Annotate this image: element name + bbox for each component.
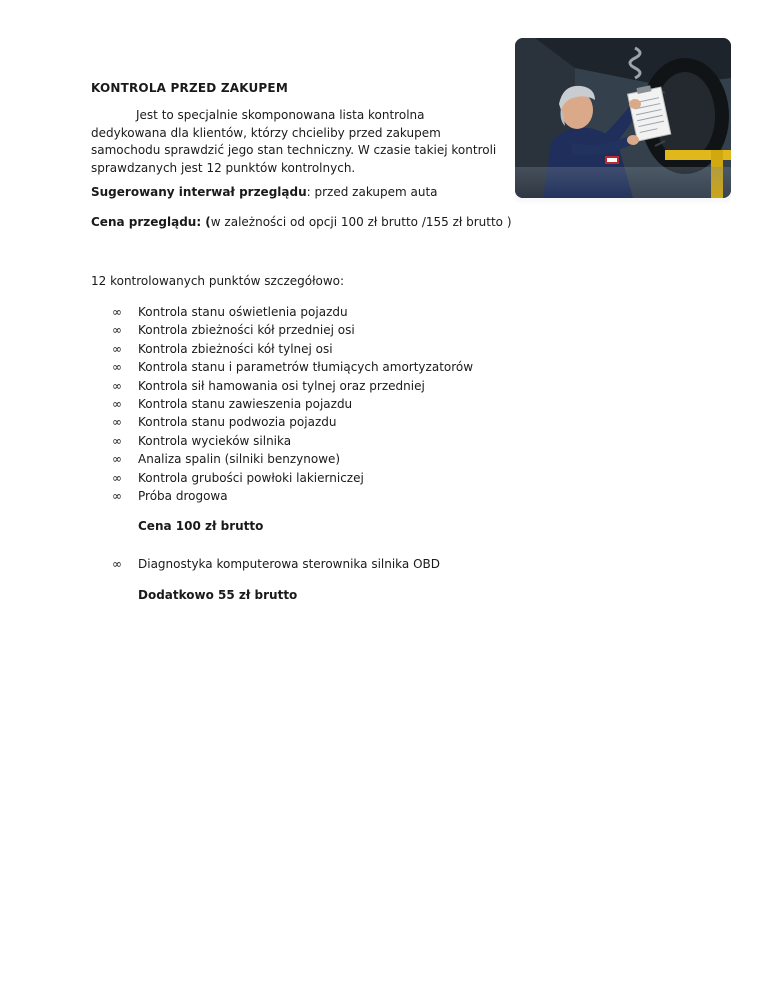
list-item-label: Kontrola stanu i parametrów tłumiących amortyzatorów — [138, 360, 474, 375]
list-item-label: Kontrola stanu podwozia pojazdu — [138, 415, 337, 430]
infinity-bullet-icon: ∞ — [112, 396, 122, 411]
infinity-bullet-icon: ∞ — [112, 488, 122, 503]
list-item-label: Kontrola stanu oświetlenia pojazdu — [138, 305, 348, 319]
extra-list — [112, 555, 440, 573]
infinity-bullet-icon: ∞ — [112, 305, 122, 319]
list-item — [112, 432, 473, 450]
extra-price: Dodatkowo 55 zł brutto — [138, 588, 298, 602]
checklist — [112, 303, 473, 505]
intro-text: Jest to specjalnie skomponowana lista kontrolna dedykowana dla klientów, którzy chcieliby przed zakupem samochodu sprawdzić jego stan techniczny. W czasie takiej kontroli sprawdzanych jest 12 punktów kontrolnych. — [91, 108, 497, 175]
list-item — [112, 395, 473, 413]
list-item-label: Kontrola stanu zawieszenia pojazdu — [138, 396, 353, 411]
infinity-bullet-icon: ∞ — [112, 341, 122, 356]
infinity-bullet-icon: ∞ — [112, 415, 122, 430]
infinity-bullet-icon: ∞ — [112, 360, 122, 375]
price-line — [91, 215, 512, 229]
list-item — [112, 555, 440, 573]
list-item-label: Kontrola wycieków silnika — [138, 433, 292, 448]
list-item — [112, 340, 473, 358]
checklist-header: 12 kontrolowanych punktów szczegółowo: — [91, 274, 345, 288]
list-item — [112, 413, 473, 431]
infinity-bullet-icon: ∞ — [112, 470, 122, 485]
list-item — [112, 303, 473, 321]
interval-label: Sugerowany interwał przeglądu — [91, 185, 307, 199]
list-item-label: Próba drogowa — [138, 488, 228, 503]
list-item-label: Diagnostyka komputerowa sterownika silnika OBD — [138, 557, 441, 571]
list-item-label: Kontrola grubości powłoki lakierniczej — [138, 470, 364, 485]
list-item-label: Kontrola sił hamowania osi tylnej oraz przedniej — [138, 378, 425, 393]
interval-value: : przed zakupem auta — [306, 185, 438, 199]
interval-line — [91, 185, 438, 199]
document-title: KONTROLA PRZED ZAKUPEM — [91, 81, 288, 95]
infinity-bullet-icon: ∞ — [112, 378, 122, 393]
checklist-price: Cena 100 zł brutto — [138, 519, 264, 533]
intro-paragraph — [91, 107, 501, 177]
infinity-bullet-icon: ∞ — [112, 323, 122, 338]
list-item-label: Kontrola zbieżności kół przedniej osi — [138, 323, 355, 338]
list-item — [112, 487, 473, 505]
price-label: Cena przeglądu: ( — [91, 215, 211, 229]
list-item-label: Kontrola zbieżności kół tylnej osi — [138, 341, 333, 356]
infinity-bullet-icon: ∞ — [112, 433, 122, 448]
list-item — [112, 450, 473, 468]
price-value: w zależności od opcji 100 zł brutto /155 zł brutto ) — [210, 215, 512, 229]
list-item-label: Analiza spalin (silniki benzynowe) — [138, 452, 341, 467]
infinity-bullet-icon: ∞ — [112, 452, 122, 467]
infinity-bullet-icon: ∞ — [112, 557, 122, 571]
photo-reflection — [515, 167, 731, 205]
list-item — [112, 377, 473, 395]
list-item — [112, 321, 473, 339]
list-item — [112, 358, 473, 376]
list-item — [112, 469, 473, 487]
